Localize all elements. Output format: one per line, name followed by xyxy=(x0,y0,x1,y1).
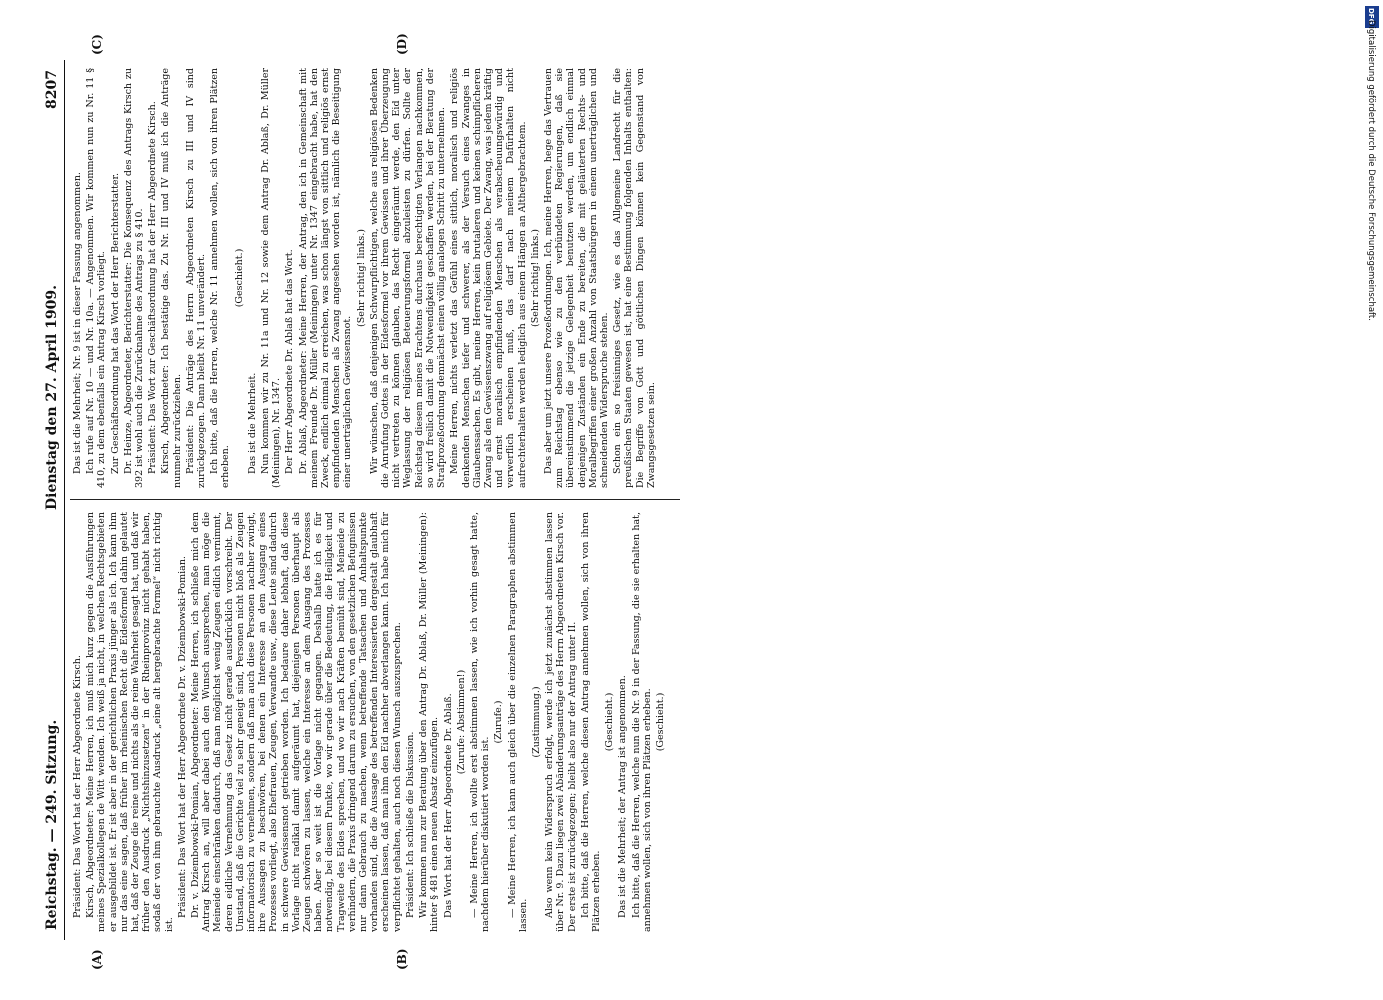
paragraph: Präsident: Das Wort zur Geschäftsordnung hat der Herr Abgeordnete Kirsch. xyxy=(147,101,159,474)
paragraph: — Meine Herren, ich wollte erst abstimmen lassen, wie ich vorhin gesagt hatte, nachdem hierüber diskutiert worden ist. xyxy=(468,512,492,932)
paragraph: Das ist die Mehrheit; Nr. 9 ist in dieser Fassung angenommen. xyxy=(72,172,83,474)
header-date: Dienstag den 27. April 1909. xyxy=(44,285,60,510)
marker-d: (D) xyxy=(395,33,409,55)
paragraph: Zur Geschäftsordnung hat das Wort der Herr Berichterstatter. xyxy=(109,173,121,474)
paragraph: Präsident: Das Wort hat der Herr Abgeordnete Dr. v. Dziembowski-Pomian. xyxy=(176,556,188,918)
paragraph: Kirsch, Abgeordneter: Meine Herren, ich muß mich kurz gegen die Ausführungen meines Spezialkollegen de Witt wenden. Ich weiß ja nicht, in welchen Rechtsgebieten er ausgebildet ist. Er ist aber in der gerichtlichen Praxis jünger als ich. Ich kann ihm nur das eine sagen, daß früher im rheinischen Recht die Eidesformel dahin gelautet hat, daß der Zeuge die reine und nichts als die reine Wahrheit gesagt hat, und daß wir früher den Ausdruck „Nichtshinzusetzen“ in der Rheinprovinz nicht gehabt haben, sodaß der von ihm gebrauchte Ausdruck „eine alt hergebrachte Formel“ nicht richtig ist. xyxy=(85,512,175,932)
paragraph: Präsident: Das Wort hat der Herr Abgeordnete Kirsch. xyxy=(72,655,83,918)
paragraph: Ich rufe auf Nr. 10 — und Nr. 10a. — Angenommen. Wir kommen nun zu Nr. 11 § 410, zu dem ebenfalls ein Antrag Kirsch vorliegt. xyxy=(85,68,108,488)
paragraph: Kirsch, Abgeordneter: Ich bestätige das. Zu Nr. III und IV muß ich die Anträge nunmehr zurückziehen. xyxy=(160,68,183,488)
interjection: (Sehr richtig! links.) xyxy=(529,229,541,327)
interjection: (Zustimmung.) xyxy=(530,686,542,758)
dfg-logo: DFG xyxy=(1365,6,1379,28)
interjection: (Geschieht.) xyxy=(654,692,666,752)
digitization-note xyxy=(1364,20,1378,980)
paragraph: Ich bitte, daß die Herren, welche diesen Antrag annehmen wollen, sich von ihren Plätzen erheben. xyxy=(579,512,602,932)
paragraph: Meine Herren, nichts verletzt das Gefühl eines sittlich, moralisch und religiös denkenden Menschen tiefer und schwerer, als der Versuch eines Zwanges in Glaubenssachen. Es gibt, meine Herren, kein brutaleren und keinen schimpflicheren Zwang als den Gewissenszwang auf religiösem Gebiete. Der Zwang, was jedem kräftig und ernst moralisch empfindenden Menschen als verabscheuungswürdig und verwerflich erscheinen muß, das darf nach meinem Dafürhalten nicht aufrechterhalten werden lediglich aus einem Hängen an Althergebrachtem. xyxy=(449,68,528,488)
paragraph: Wir kommen nun zur Beratung über den Antrag Dr. Ablaß, Dr. Müller (Meiningen): hinter § 481 einen neuen Absatz einzufügen. xyxy=(418,512,441,932)
marker-b: (B) xyxy=(395,948,409,970)
column-divider xyxy=(70,499,680,500)
paragraph: Ich bitte, daß die Herren, welche Nr. 11 annehmen wollen, sich von ihren Plätzen erheben. xyxy=(209,68,232,488)
paragraph: Das Wort hat der Herr Abgeordnete Dr. Ablaß. xyxy=(442,693,454,918)
paragraph: Also wenn kein Widerspruch erfolgt, werde ich jetzt zunächst abstimmen lassen über Nr. 9. Dazu liegen zwei Abänderungsanträge des Herrn Abgeordneten Kirsch vor. Der erste ist zurückgezogen; bleibt also nur der Antrag unter II. xyxy=(544,512,578,932)
page-header xyxy=(40,60,65,940)
digitization-note-text: Digitalisierung gefördert durch die Deutsche Forschungsgemeinschaft. xyxy=(1366,20,1376,321)
marker-c: (C) xyxy=(90,34,104,55)
paragraph: Dr. v. Dziembowski-Pomian, Abgeordneter: Meine Herren, ich schließe mich dem Antrag Kirsch an, will aber dabei auch den Wunsch aussprechen, man möge die Meineide einschränken dadurch, daß man möglichst wenig Zeugen eidlich vernimmt, deren eidliche Vernehmung das Gesetz nicht gerade ausdrücklich vorschreibt. Der Umstand, daß die Gerichte viel zu sehr geneigt sind, Personen nicht bloß als Zeugen informatorisch zu vernehmen, sondern daß man auch diese Personen nachher zwingt, ihre Aussagen zu beschwören, bei denen ein Interesse an dem Ausgang eines Prozesses vorliegt, also Ehefrauen, Zeugen, Verwandte usw., diese Leute sind dadurch in schwere Gewissensnot getrieben worden. Ich bedaure daher lebhaft, daß diese Vorlage nicht radikal damit aufgeräumt hat, diejenigen Personen überhaupt als Zeugen schwören zu lassen, welche ein Interesse an dem Ausgang des Prozesses haben. Aber so weit ist die Vorlage nicht gegangen. Deshalb hatte ich es für notwendig, bei diesem Punkte, wo wir gerade über die Bedeutung, die Heiligkeit und Tragweite des Eides sprechen, und wo wir nach Kräften bemüht sind, Meineide zu verhindern, die Praxis dringend darum zu ersuchen, von den gesetzlichen Befugnissen nur dann Gebrauch zu machen, wenn betreffende Tatsachen und Anhaltspunkte vorhanden sind, die die Aussage des betreffenden Interessierten dergestalt glaubhaft erscheinen lassen, daß man ihm den Eid nachher abverlangen kann. Ich habe mich für verpflichtet gehalten, auch noch diesen Wunsch auszusprechen. xyxy=(190,512,403,932)
paragraph: Nun kommen wir zu Nr. 11a und Nr. 12 sowie dem Antrag Dr. Ablaß, Dr. Müller (Meiningen), Nr. 1347. xyxy=(260,68,283,488)
marker-a: (A) xyxy=(90,949,104,970)
paragraph: Präsident: Ich schließe die Diskussion. xyxy=(404,731,416,918)
paragraph: Das aber um jetzt unsere Prozeßordnungen. Ich, meine Herren, hege das Vertrauen zum Reichstag ebenso wie zu den verbündeten Regierungen, daß sie übereinstimmend die jetzige Gelegenheit benutzen werden, um endlich einmal denjenigen Zuständen ein Ende zu bereiten, die mit geläuterten Rechts- und Moralbegriffen einer großen Anzahl von Staatsbürgern in einem unerträglichen und schneidenden Widerspruche stehen. xyxy=(542,68,610,488)
paragraph: Dr. Ablaß, Abgeordneter: Meine Herren, der Antrag, den ich in Gemeinschaft mit meinem Freunde Dr. Müller (Meiningen) unter Nr. 1347 eingebracht habe, hat den Zweck, endlich einmal zu erreichen, was schon längst von sittlich und religiös ernst empfindenden Menschen als Zwang angesehen worden ist, nämlich die Beseitigung einer unerträglichen Gewissensnot. xyxy=(297,68,354,488)
rotated-page xyxy=(40,33,690,970)
right-column xyxy=(72,68,659,488)
interjection: (Zurufe.) xyxy=(493,700,505,744)
left-column xyxy=(72,512,668,932)
paragraph: Präsident: Die Anträge des Herrn Abgeordneten Kirsch zu III und IV sind zurückgezogen. Dann bleibt Nr. 11 unverändert. xyxy=(184,68,208,488)
interjection: (Geschieht.) xyxy=(233,248,245,308)
paragraph: Schon ein so freisinniges Gesetz, wie es das Allgemeine Landrecht für die preußischen Staaten gewesen ist, hat eine Bestimmung folgenden Inhalts enthalten: Die Begriffe von Gott und göttlichen Dingen können kein Gegenstand von Zwangsgesetzen sein. xyxy=(612,68,657,488)
header-left: Reichstag. — 249. Sitzung. xyxy=(44,719,60,930)
paragraph: Das ist die Mehrheit; der Antrag ist angenommen. xyxy=(617,675,629,918)
interjection: (Geschieht.) xyxy=(604,692,616,752)
paragraph: Dr. Heinze, Abgeordneter, Berichterstatter: Die Konsequenz des Antrags Kirsch zu 392 ist wohl auch die Zurücknahme des Antrags zu § 410. xyxy=(122,68,146,488)
paragraph: Das ist die Mehrheit. xyxy=(246,372,258,474)
paragraph: Ich bitte, daß die Herren, welche nun die Nr. 9 in der Fassung, die sie erhalten hat, annehmen wollen, sich von ihren Plätzen erheben. xyxy=(630,512,653,932)
interjection: (Sehr richtig! links.) xyxy=(355,229,367,327)
paragraph: — Meine Herren, ich kann auch gleich über die einzelnen Paragraphen abstimmen lassen. xyxy=(506,512,529,932)
paragraph: Wir wünschen, daß denjenigen Schwurpflichtigen, welche aus religiösen Bedenken die Anrufung Gottes in der Eidesformel vor ihrem Gewissen und ihrer Überzeugung nicht vertreten zu können glauben, das Recht eingeräumt werde, den Eid unter Weglassung der religiösen Beteuerungsformel abzuleisten zu dürfen. Sollte der Reichstag diesem meines Erachtens durchaus berechtigten Verlangen nachkommen, so wird freilich damit die Notwendigkeit geschaffen werden, bei der Beratung der Strafprozeßordnung demnächst einen völlig analogen Schritt zu unternehmen. xyxy=(368,68,448,488)
paragraph: Der Herr Abgeordnete Dr. Ablaß hat das Wort. xyxy=(284,249,296,474)
interjection: (Zurufe: Abstimmen!) xyxy=(455,669,467,775)
page-number: 8207 xyxy=(44,70,60,109)
